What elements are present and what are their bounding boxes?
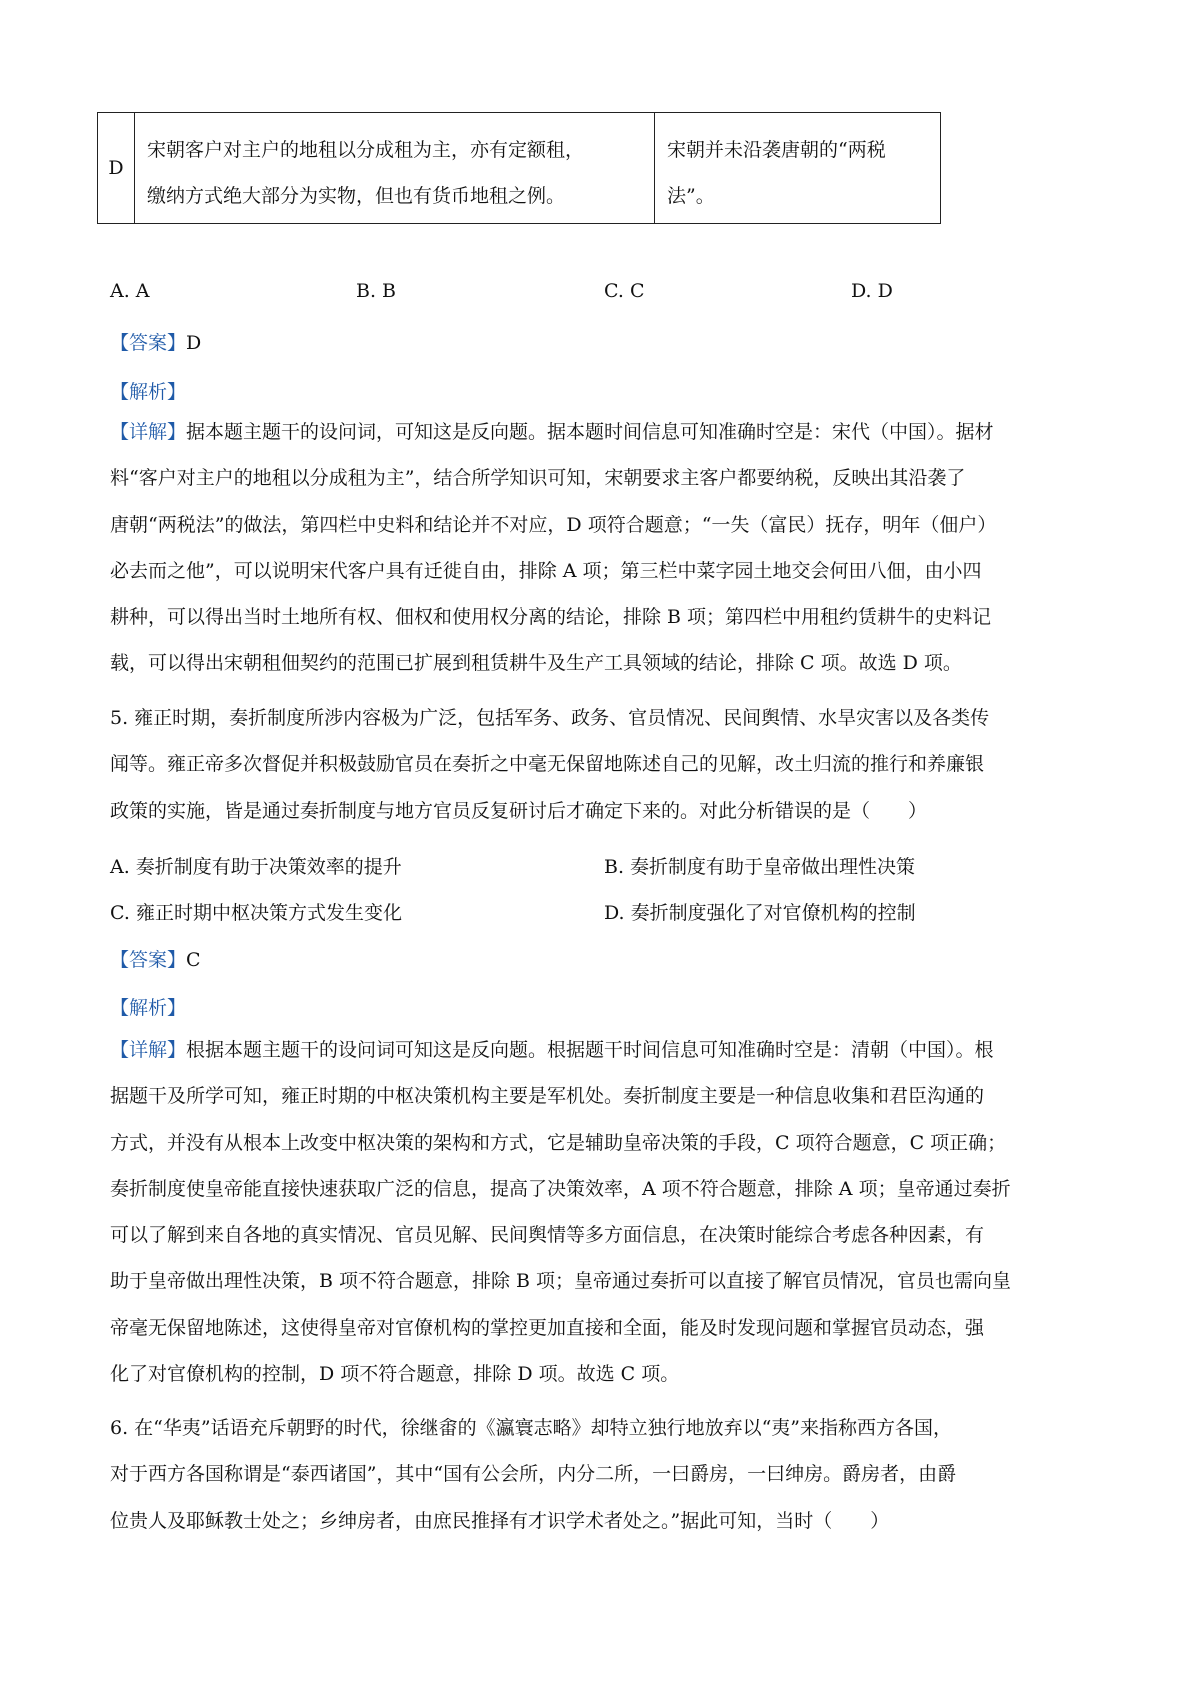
q4-detail-line-4: 必去而之他”，可以说明宋代客户具有迁徙自由，排除 A 项；第三栏中菜字园土地交会何田八佃，由小四 bbox=[110, 559, 982, 582]
q5-option-d: D. 奏折制度强化了对官僚机构的控制 bbox=[604, 902, 916, 924]
q4-option-d: D. D bbox=[851, 280, 893, 302]
answer-table-row-d bbox=[97, 112, 941, 224]
q5-answer-value: C bbox=[186, 949, 201, 971]
table-material-line-2: 缴纳方式绝大部分为实物，但也有货币地租之例。 bbox=[147, 185, 566, 207]
q5-detail-line-3: 方式，并没有从根本上改变中枢决策的架构和方式，它是辅助皇帝决策的手段，C 项符合题意，C 项正确； bbox=[110, 1131, 1007, 1154]
table-conclusion-line-1: 宋朝并未沿袭唐朝的“两税 bbox=[667, 139, 886, 161]
q5-detail bbox=[110, 1027, 1090, 1397]
table-conclusion-cell bbox=[655, 113, 940, 223]
q5-detail-line-7: 帝毫无保留地陈述，这使得皇帝对官僚机构的掌控更加直接和全面，能及时发现问题和掌握官员动态，强 bbox=[110, 1316, 985, 1339]
q4-detail-line-1: 【详解】据本题主题干的设问词，可知这是反向题。据本题时间信息可知准确时空是：宋代（中国）。据材 bbox=[110, 421, 994, 443]
q4-option-b: B. B bbox=[356, 280, 397, 302]
q5-stem-line-1: 5. 雍正时期，奏折制度所涉内容极为广泛，包括军务、政务、官员情况、民间舆情、水旱灾害以及各类传 bbox=[110, 707, 990, 729]
q5-detail-line-2: 据题干及所学可知，雍正时期的中枢决策机构主要是军机处。奏折制度主要是一种信息收集和君臣沟通的 bbox=[110, 1085, 985, 1108]
table-conclusion-line-2: 法”。 bbox=[667, 185, 715, 207]
q5-analysis-label: 【解析】 bbox=[110, 997, 187, 1019]
q5-stem-line-2: 闻等。雍正帝多次督促并积极鼓励官员在奏折之中毫无保留地陈述自己的见解，改土归流的推行和养廉银 bbox=[110, 753, 985, 776]
q6-stem bbox=[110, 1405, 1090, 1544]
q5-detail-line-4: 奏折制度使皇帝能直接快速获取广泛的信息，提高了决策效率，A 项不符合题意，排除 A 项；皇帝通过奏折 bbox=[110, 1177, 1011, 1200]
q4-answer-value: D bbox=[186, 332, 202, 354]
q6-stem-line-1: 6. 在“华夷”话语充斥朝野的时代，徐继畬的《瀛寰志略》却特立独行地放弃以“夷”来指称西方各国， bbox=[110, 1417, 953, 1439]
q5-detail-line-5: 可以了解到来自各地的真实情况、官员见解、民间舆情等多方面信息，在决策时能综合考虑各种因素，有 bbox=[110, 1224, 985, 1247]
q5-answer-label: 【答案】 bbox=[110, 949, 187, 971]
q5-detail-label: 【详解】 bbox=[110, 1039, 187, 1061]
q5-option-c: C. 雍正时期中枢决策方式发生变化 bbox=[110, 902, 402, 924]
q4-option-c: C. C bbox=[604, 280, 645, 302]
q5-option-a: A. 奏折制度有助于决策效率的提升 bbox=[110, 856, 402, 878]
q4-option-a: A. A bbox=[110, 280, 150, 302]
q4-detail-line-6: 载，可以得出宋朝租佃契约的范围已扩展到租赁耕牛及生产工具领域的结论，排除 C 项。故选 D 项。 bbox=[110, 652, 962, 675]
q4-detail-label: 【详解】 bbox=[110, 421, 187, 443]
q5-detail-line-8: 化了对官僚机构的控制，D 项不符合题意，排除 D 项。故选 C 项。 bbox=[110, 1363, 680, 1386]
q5-option-b: B. 奏折制度有助于皇帝做出理性决策 bbox=[604, 856, 916, 878]
q4-detail-line-3: 唐朝“两税法”的做法，第四栏中史料和结论并不对应，D 项符合题意；“一失（富民）抚存，明年（佃户） bbox=[110, 513, 997, 536]
q4-detail bbox=[110, 409, 1090, 687]
q6-stem-line-2: 对于西方各国称谓是“泰西诸国”，其中“国有公会所，内分二所，一曰爵房，一曰绅房。爵房者，由爵 bbox=[110, 1463, 957, 1486]
q6-stem-line-3: 位贵人及耶稣教士处之；乡绅房者，由庶民推择有才识学术者处之。”据此可知，当时（ ） bbox=[110, 1509, 890, 1532]
q5-answer bbox=[110, 945, 201, 975]
q4-analysis-label: 【解析】 bbox=[110, 381, 187, 403]
q4-detail-line-5: 耕种，可以得出当时土地所有权、佃权和使用权分离的结论，排除 B 项；第四栏中用租约赁耕牛的史料记 bbox=[110, 606, 992, 629]
q5-stem-line-3: 政策的实施，皆是通过奏折制度与地方官员反复研讨后才确定下来的。对此分析错误的是（ ） bbox=[110, 799, 928, 822]
q5-detail-line-1: 【详解】根据本题主题干的设问词可知这是反向题。根据题干时间信息可知准确时空是：清朝（中国）。根 bbox=[110, 1039, 994, 1061]
table-row-letter: D bbox=[98, 113, 135, 223]
q4-answer bbox=[110, 328, 201, 358]
q4-answer-label: 【答案】 bbox=[110, 332, 187, 354]
q5-detail-line-6: 助于皇帝做出理性决策，B 项不符合题意，排除 B 项；皇帝通过奏折可以直接了解官员情况，官员也需向皇 bbox=[110, 1270, 1012, 1293]
q5-stem bbox=[110, 695, 1090, 834]
table-material-cell bbox=[135, 113, 655, 223]
table-material-line-1: 宋朝客户对主户的地租以分成租为主，亦有定额租， bbox=[147, 139, 585, 161]
q4-detail-line-2: 料“客户对主户的地租以分成租为主”，结合所学知识可知，宋朝要求主客户都要纳税，反映出其沿袭了 bbox=[110, 467, 966, 490]
